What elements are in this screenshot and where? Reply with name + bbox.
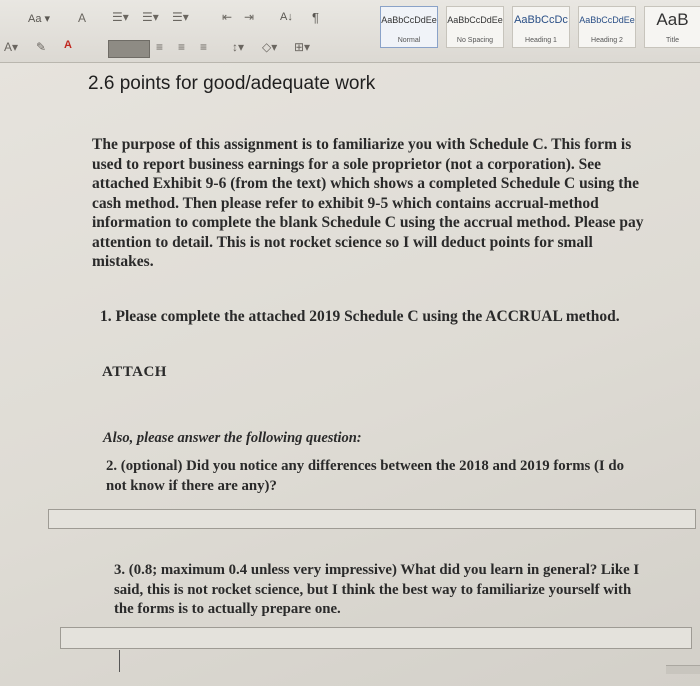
also-label: Also, please answer the following question: <box>103 430 362 446</box>
line-spacing-icon[interactable]: ↕▾ <box>232 40 245 54</box>
numbering-icon[interactable]: ☰▾ <box>142 10 159 24</box>
scroll-corner <box>666 665 700 674</box>
style-name: Heading 2 <box>591 37 623 44</box>
font-size-button[interactable] <box>28 12 50 25</box>
style-no-spacing[interactable] <box>446 6 504 48</box>
attach-label: ATTACH <box>102 364 167 380</box>
style-name: Heading 1 <box>525 37 557 44</box>
document-page[interactable] <box>0 63 700 686</box>
style-sample: AaBbCcDdEe <box>447 15 503 25</box>
font-size-label: Aa <box>28 13 42 25</box>
font-color-icon[interactable]: A <box>64 39 72 51</box>
increase-indent-icon[interactable]: ⇥ <box>244 10 255 24</box>
multilevel-list-icon[interactable]: ☰▾ <box>172 10 189 24</box>
style-name: No Spacing <box>456 37 494 44</box>
align-center-icon[interactable]: ≡ <box>156 40 164 54</box>
style-title[interactable] <box>644 6 700 48</box>
decrease-indent-icon[interactable]: ⇤ <box>222 10 233 24</box>
text-effects-icon[interactable]: A▾ <box>4 40 19 54</box>
text-cursor <box>119 650 120 672</box>
answer-box-question-3[interactable] <box>60 627 692 649</box>
question-3: 3. (0.8; maximum 0.4 unless very impressive) What did you learn in general? Like I said, this is not rocket science, but I think the best way to familiarize yourself with the forms is to actually prepare one. <box>114 562 640 617</box>
highlight-icon[interactable]: ✎ <box>36 40 47 54</box>
question-2: 2. (optional) Did you notice any differences between the 2018 and 2019 forms (I do not know if there are any)? <box>106 458 625 494</box>
shading-swatch[interactable] <box>108 40 150 58</box>
style-sample: AaBbCcDdEe <box>579 15 635 25</box>
borders-icon[interactable]: ⊞▾ <box>294 40 311 54</box>
style-sample: AaBbCcDc <box>514 14 568 26</box>
pilcrow-icon[interactable]: ¶ <box>312 10 319 25</box>
bullets-icon[interactable]: ☰▾ <box>112 10 129 24</box>
chevron-down-icon: ▾ <box>44 13 51 25</box>
assignment-intro: The purpose of this assignment is to familiarize you with Schedule C. This form is used to report business earnings for a sole proprietor (not a corporation). See attached Exhibit 9-6 (from the text) which shows a completed Schedule C using the cash method. Then please refer to exhibit 9-5 which contains accrual-method information to complete the blank Schedule C using the accrual method. Please pay attention to detail. This is not rocket science so I will deduct points for small mistakes. <box>92 136 644 270</box>
answer-box-question-2[interactable] <box>48 509 696 529</box>
paint-bucket-icon[interactable]: ◇▾ <box>262 40 278 54</box>
page-heading: 2.6 points for good/adequate work <box>88 73 376 94</box>
question-1: 1. Please complete the attached 2019 Schedule C using the ACCRUAL method. <box>100 308 620 325</box>
style-normal[interactable] <box>380 6 438 48</box>
style-heading-2[interactable] <box>578 6 636 48</box>
sort-button[interactable]: A↓ <box>280 11 293 23</box>
style-name: Normal <box>397 37 421 44</box>
style-heading-1[interactable] <box>512 6 570 48</box>
ribbon-toolbar <box>0 0 700 63</box>
align-right-icon[interactable]: ≡ <box>178 40 186 54</box>
clear-formatting-icon[interactable]: A <box>78 11 87 25</box>
style-sample: AaBbCcDdEe <box>381 15 437 25</box>
style-sample: AaB <box>656 10 689 29</box>
style-name: Title <box>666 37 679 44</box>
justify-icon[interactable]: ≡ <box>200 40 208 54</box>
